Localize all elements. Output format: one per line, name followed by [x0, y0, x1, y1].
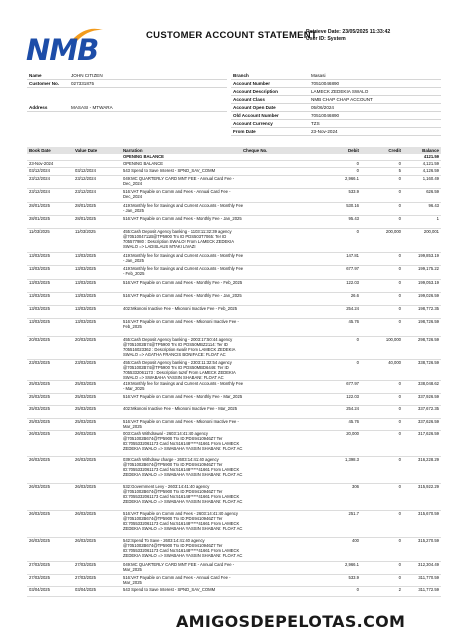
cell-debit: 251.7	[348, 511, 359, 516]
cell-balance: 311,772.59	[418, 587, 439, 592]
cell-value-date: 26/03/2025	[75, 511, 96, 516]
cell-balance: 338,048.62	[418, 381, 439, 386]
cell-value-date: 28/01/2025	[75, 203, 96, 208]
from-date-label: From Date	[233, 129, 256, 134]
cell-narration: 542:Spend To Save - 2603:14:41:40 agency @7051002B674@TP5900 Trx ID:PDS9410946Z7 Ter ID:7055332061173 Card No:516148*****41661 From LAMECK ZEDEKIA SWALO => SWABAHA YASSIN SHABANI: FLOAT AC	[123, 538, 243, 558]
cell-credit: 0	[398, 381, 401, 386]
cell-balance: 626.59	[426, 189, 439, 194]
cell-credit: 0	[398, 575, 401, 580]
col-value-date: Value Date	[75, 148, 98, 153]
cell-debit: 0	[356, 587, 359, 592]
cell-book-date: 13/03/2025	[29, 266, 50, 271]
currency-row	[231, 120, 441, 128]
cell-credit: 200,000	[385, 229, 401, 234]
table-row	[27, 253, 441, 266]
cell-book-date: 25/03/2025	[29, 394, 50, 399]
cell-book-date: 27/03/2025	[29, 575, 50, 580]
cell-debit: 677.97	[346, 266, 359, 271]
cell-narration: 516:VAT Payable on Comm and Fees - 2603:14:41:40 agency @7051002B674@TP5900 Trx ID:PDS9410946Z7 Ter ID:7055332061173 Card No:516148*****41661 From LAMECK ZEDEKIA SWALO => SWABAHA YASSIN SHABANI: FLOAT AC	[123, 511, 243, 531]
cell-value-date: 13/03/2025	[75, 253, 96, 258]
cell-value-date: 13/03/2025	[75, 293, 96, 298]
retrieve-info	[306, 29, 390, 42]
opening-balance: 4121.59	[423, 154, 439, 159]
cell-narration: OPENING BALANCE	[123, 161, 164, 166]
from-date: 23-Nov-2024	[311, 129, 338, 134]
cell-balance: 338,726.59	[418, 360, 439, 365]
account-description: LAMECK ZEDEKIA SWALO	[311, 89, 369, 94]
currency-label: Account Currency	[233, 121, 273, 126]
cell-value-date: 13/03/2025	[75, 319, 96, 324]
cell-narration: 516:VAT Payable on Comm and Fees - Mkononi Inactive Fee - Mar_2025	[123, 419, 239, 429]
cell-narration: 039:Cash Withdraw charge - 2603:14:41:40 agency @7051002B674@TP5900 Trx ID:PDS9410946Z7 Ter ID:7055332061173 Card No:516148*****41661 From LAMECK ZEDEKIA SWALO => SWABAHA YASSIN SHABANI: FLOAT AC	[123, 457, 243, 477]
cell-book-date: 13/03/2025	[29, 280, 50, 285]
table-row	[27, 431, 441, 457]
table-row	[27, 337, 441, 360]
cell-value-date: 23/03/2025	[75, 360, 96, 365]
cell-book-date: 28/01/2025	[29, 216, 50, 221]
cell-narration: 516:VAT Payable on Comm and Fees - Monthly Fee - Feb_2025	[123, 280, 243, 285]
table-row	[27, 406, 441, 419]
cell-balance: 4,126.59	[422, 168, 439, 173]
cell-debit: 45.76	[348, 319, 359, 324]
cell-balance: 4,121.59	[422, 161, 439, 166]
cell-value-date: 26/03/2025	[75, 484, 96, 489]
account-class-label: Account Class	[233, 97, 265, 102]
cell-credit: 0	[398, 280, 401, 285]
table-row	[27, 484, 441, 511]
cell-narration: 419:Monthly fee for Savings and Current Accounts - Monthly Fee - Jan_2025	[123, 253, 244, 263]
cell-credit: 0	[398, 293, 401, 298]
cell-book-date: 23/03/2025	[29, 360, 50, 365]
cell-value-date: 25/03/2025	[75, 381, 96, 386]
cell-value-date: 26/03/2025	[75, 431, 96, 436]
col-book-date: Book Date	[29, 148, 51, 153]
cell-book-date: 26/03/2025	[29, 538, 50, 543]
name-row	[27, 72, 227, 80]
cell-debit: 254.24	[346, 306, 359, 311]
cell-value-date: 27/03/2025	[75, 575, 96, 580]
cell-debit: 0	[356, 168, 359, 173]
col-debit: Debit	[348, 148, 359, 153]
branch-value: Masasi	[311, 73, 326, 78]
opening-label: OPENING BALANCE	[123, 154, 164, 159]
cell-credit: 100,000	[385, 337, 401, 342]
cell-value-date: 23/12/2024	[75, 176, 96, 181]
cell-debit: 20,000	[346, 431, 359, 436]
account-class: NMB CHAP CHAP ACCOUNT	[311, 97, 373, 102]
cell-balance: 316,228.29	[418, 457, 439, 462]
cell-value-date: 13/03/2025	[75, 266, 96, 271]
cell-debit: 0	[356, 161, 359, 166]
currency-value: TZS	[311, 121, 320, 126]
cell-credit: 0	[398, 319, 401, 324]
cell-credit: 0	[398, 161, 401, 166]
cell-balance: 337,626.59	[418, 419, 439, 424]
table-header	[27, 147, 441, 154]
cell-narration: 455:Cash Deposit Agency banking - 2003:17:50:44 agency @7051002B74@TP5900 Trx ID PDS50MBZ2114: Ter ID 705516023362 : Description swali! From LAMECK ZEDEKIA SWALO => AGATHA FRANCIS BONIFACE: FLOAT AC	[123, 337, 236, 357]
cell-balance: 315,270.59	[418, 538, 439, 543]
cell-value-date: 25/03/2025	[75, 394, 96, 399]
cell-credit: 0	[398, 538, 401, 543]
cell-value-date: 25/03/2025	[75, 419, 96, 424]
name-label: Name	[29, 73, 42, 78]
cell-credit: 0	[398, 457, 401, 462]
cell-book-date: 23/12/2024	[29, 176, 50, 181]
cell-balance: 337,926.59	[418, 394, 439, 399]
cell-debit: 26.6	[350, 293, 359, 298]
table-row	[27, 203, 441, 216]
cell-value-date: 03/04/2025	[75, 587, 96, 592]
table-row	[27, 216, 441, 229]
cell-debit: 122.03	[346, 394, 359, 399]
table-row	[27, 360, 441, 381]
cell-credit: 0	[398, 203, 401, 208]
cell-value-date: 28/01/2025	[75, 216, 96, 221]
customer-number-label: Customer No.	[29, 81, 60, 86]
cell-book-date: 13/03/2025	[29, 319, 50, 324]
cell-narration: 455:Cash Deposit Agency banking - 2303:11:32:54 agency @7051002B74@TP5900 Trx ID PDS50MBD6446: Ter ID 7055332061173 : Description tuzsf From LAMECK ZEDEKIA SWALO => SWABAHA YASSIN SHABANI: FLOAT AC	[123, 360, 236, 380]
cell-value-date: 03/12/2024	[75, 168, 96, 173]
cell-balance: 315,922.29	[418, 484, 439, 489]
cell-debit: 530.16	[346, 203, 359, 208]
cell-narration: 516:VAT Payable on Comm and Fees - Mkononi Inactive Fee - Feb_2025	[123, 319, 239, 329]
old-account-row	[231, 112, 441, 120]
table-row	[27, 189, 441, 203]
customer-address: MASASI - MTWARA	[71, 105, 113, 110]
cell-credit: 0	[398, 511, 401, 516]
logo-text: NMB	[26, 33, 99, 67]
cell-debit: 2,966.1	[345, 176, 359, 181]
cell-book-date: 28/01/2025	[29, 203, 50, 208]
table-row	[27, 280, 441, 293]
cell-value-date: 13/03/2025	[75, 306, 96, 311]
cell-book-date: 23-Nov-2024	[29, 161, 54, 166]
cell-debit: 677.97	[346, 381, 359, 386]
cell-book-date: 23/12/2024	[29, 189, 50, 194]
col-balance: Balance	[422, 148, 439, 153]
address-label: Address	[29, 105, 48, 110]
cell-value-date: 26/03/2025	[75, 457, 96, 462]
cell-book-date: 03/12/2024	[29, 168, 50, 173]
cell-balance: 315,670.59	[418, 511, 439, 516]
cell-credit: 0	[398, 394, 401, 399]
from-date-row	[231, 128, 441, 136]
cell-balance: 198,772.35	[418, 306, 439, 311]
cell-narration: 419:Monthly fee for Savings and Current Accounts - Monthly Fee - Feb_2025	[123, 266, 244, 276]
cell-debit: 306	[352, 484, 359, 489]
cell-balance: 199,175.22	[418, 266, 439, 271]
cell-narration: 543 Spend to Save Interest - SPND_SAV_COMM	[123, 587, 216, 592]
cell-debit: 122.03	[346, 280, 359, 285]
open-date-label: Account Open Date	[233, 105, 276, 110]
table-row	[27, 381, 441, 394]
cell-book-date: 27/03/2025	[29, 562, 50, 567]
table-row	[27, 229, 441, 253]
cell-narration: 516:VAT Payable on Comm and Fees - Monthly Fee - Mar_2025	[123, 394, 243, 399]
table-row	[27, 161, 441, 168]
cell-balance: 1,160.49	[422, 176, 439, 181]
cell-value-date: 20/03/2025	[75, 337, 96, 342]
customer-number: 027331875	[71, 81, 94, 86]
cell-credit: 5	[398, 168, 401, 173]
cell-book-date: 13/03/2025	[29, 293, 50, 298]
cell-debit: 400	[352, 538, 359, 543]
cell-debit: 147.81	[346, 253, 359, 258]
cell-narration: 049:MC QUARTERLY CARD MNT FEE - Annual Card Fee - Dec_2024	[123, 176, 235, 186]
cell-value-date: 23/12/2024	[75, 189, 96, 194]
watermark: AMIGOSDEPELOTAS.COM	[176, 612, 406, 631]
col-credit: Credit	[388, 148, 401, 153]
table-row	[27, 394, 441, 406]
cell-narration: 419:Monthly fee for Savings and Current Accounts - Monthly Fee - Mar_2025	[123, 381, 244, 391]
cell-debit: 533.9	[348, 189, 359, 194]
cell-book-date: 03/04/2025	[29, 587, 50, 592]
cell-balance: 298,726.59	[418, 337, 439, 342]
col-narration: Narration	[123, 148, 143, 153]
cell-value-date: 13/03/2025	[75, 280, 96, 285]
cell-book-date: 25/03/2025	[29, 381, 50, 386]
cell-narration: 516:VAT Payable on Comm and Fees - Annual Card Fee - Dec_2024	[123, 189, 231, 199]
cell-credit: 0	[398, 216, 401, 221]
open-date-row	[231, 104, 441, 112]
table-row	[27, 168, 441, 176]
cell-credit: 0	[398, 406, 401, 411]
old-account-label: Old Account Number	[233, 113, 279, 118]
opening-balance-row	[27, 154, 441, 161]
cell-balance: 199,053.19	[418, 280, 439, 285]
page-title: CUSTOMER ACCOUNT STATEMENT	[146, 30, 318, 41]
cell-book-date: 13/03/2025	[29, 306, 50, 311]
table-row	[27, 306, 441, 319]
account-number-row	[231, 80, 441, 88]
cell-narration: 516:VAT Payable on Comm and Fees - Monthly Fee - Jan_2025	[123, 216, 242, 221]
table-row	[27, 319, 441, 337]
account-number: 70510046890	[311, 81, 340, 86]
table-row	[27, 419, 441, 431]
table-row	[27, 562, 441, 575]
cell-debit: 45.76	[348, 419, 359, 424]
cell-debit: 2,966.1	[345, 562, 359, 567]
cell-narration: 419:Monthly fee for Savings and Current Accounts - Monthly Fee - Jan_2025	[123, 203, 244, 213]
cell-balance: 337,672.35	[418, 406, 439, 411]
open-date: 05/06/2024	[311, 105, 334, 110]
cell-credit: 0	[398, 431, 401, 436]
retrieve-date: Retrieve Date: 23/05/2025 11:33:42	[306, 29, 391, 35]
old-account-number: 70510046890	[311, 113, 340, 118]
cell-credit: 0	[398, 253, 401, 258]
address-row	[27, 104, 227, 112]
cell-balance: 198,726.59	[418, 319, 439, 324]
customer-name: JOHN CITIZEN	[71, 73, 103, 78]
cell-debit: 254.24	[346, 406, 359, 411]
user-id: User ID: System	[306, 35, 346, 42]
cell-narration: 516:VAT Payable on Comm and Fees - Monthly Fee - Jan_2025	[123, 293, 242, 298]
table-row	[27, 587, 441, 597]
cell-credit: 2	[398, 587, 401, 592]
branch-label: Branch	[233, 73, 249, 78]
table-row	[27, 511, 441, 538]
cell-book-date: 25/03/2025	[29, 419, 50, 424]
cell-book-date: 11/03/2025	[29, 229, 50, 234]
cell-credit: 40,000	[388, 360, 401, 365]
nmb-logo	[26, 27, 112, 72]
table-row	[27, 575, 441, 587]
table-row	[27, 457, 441, 484]
cell-narration: 402:Mkononi Inactive Fee - Mkononi Inactive Fee - Mar_2025	[123, 406, 238, 411]
col-cheque: Cheque No.	[243, 148, 268, 153]
cell-credit: 0	[398, 266, 401, 271]
cell-credit: 0	[398, 189, 401, 194]
cell-debit: 533.9	[348, 575, 359, 580]
cell-narration: 516:VAT Payable on Comm and Fees - Annual Card Fee - Mar_2025	[123, 575, 231, 585]
cell-narration: 543 Spend to Save Interest - SPND_SAV_COMM	[123, 168, 216, 173]
cell-debit: 95.43	[348, 216, 359, 221]
cell-balance: 317,626.59	[418, 431, 439, 436]
cell-debit: 0	[356, 337, 359, 342]
cell-debit: 0	[356, 360, 359, 365]
cell-book-date: 20/03/2025	[29, 337, 50, 342]
customer-number-row	[27, 80, 227, 88]
cell-credit: 0	[398, 176, 401, 181]
cell-balance: 1	[436, 216, 439, 221]
cell-credit: 0	[398, 419, 401, 424]
cell-book-date: 13/03/2025	[29, 253, 50, 258]
cell-book-date: 25/03/2025	[29, 406, 50, 411]
cell-debit: 0	[356, 229, 359, 234]
cell-credit: 0	[398, 484, 401, 489]
cell-value-date: 27/03/2025	[75, 562, 96, 567]
account-class-row	[231, 96, 441, 104]
table-row	[27, 176, 441, 189]
cell-narration: 455:Cash Deposit Agency banking - 1103:11:32:39 agency @7051004711B@TP5900 Trx ID PDS503T7065: Ter ID 705577980 : Description SWALO! From LAMECK ZEDEKIA SWALO => LADISLAUS MTAKI LIVAZI	[123, 229, 234, 249]
cell-balance: 311,770.59	[418, 575, 439, 580]
cell-narration: 049:MC QUARTERLY CARD MNT FEE - Annual Card Fee - Mar_2025	[123, 562, 235, 572]
table-row	[27, 538, 441, 562]
cell-book-date: 26/03/2025	[29, 511, 50, 516]
cell-value-date: 26/03/2025	[75, 538, 96, 543]
cell-balance: 312,304.49	[418, 562, 439, 567]
account-description-row	[231, 88, 441, 96]
cell-narration: 003:Cash Withdrawal - 2603:14:41:40 agency @7051002B674@TP5900 Trx ID:PDS9410946Z7 Ter ID:7055332061173 Card No:516148*****41661 From LAMECK ZEDEKIA SWALO => SWABAHA YASSIN SHABANI: FLOAT AC	[123, 431, 243, 451]
cell-credit: 0	[398, 306, 401, 311]
table-row	[27, 266, 441, 280]
cell-balance: 199,853.19	[418, 253, 439, 258]
cell-narration: 532:Government Levy - 2603:14:41:40 agency @7051002B674@TP5900 Trx ID:PDS9410946Z7 Ter ID:7055332061173 Card No:516148*****41661 From LAMECK ZEDEKIA SWALO => SWABAHA YASSIN SHABANI: FLOAT AC	[123, 484, 243, 504]
cell-balance: 200,001	[423, 229, 439, 234]
cell-book-date: 26/03/2025	[29, 457, 50, 462]
cell-balance: 199,026.59	[418, 293, 439, 298]
cell-narration: 402:Mkononi Inactive Fee - Mkononi Inactive Fee - Feb_2025	[123, 306, 238, 311]
branch-row	[231, 72, 441, 80]
cell-book-date: 26/03/2025	[29, 431, 50, 436]
cell-book-date: 26/03/2025	[29, 484, 50, 489]
cell-balance: 96.43	[428, 203, 439, 208]
cell-credit: 0	[398, 562, 401, 567]
cell-debit: 1,398.3	[345, 457, 359, 462]
cell-value-date: 25/03/2025	[75, 406, 96, 411]
cell-value-date: 11/03/2025	[75, 229, 96, 234]
table-row	[27, 293, 441, 306]
account-description-label: Account Description	[233, 89, 278, 94]
account-number-label: Account Number	[233, 81, 271, 86]
